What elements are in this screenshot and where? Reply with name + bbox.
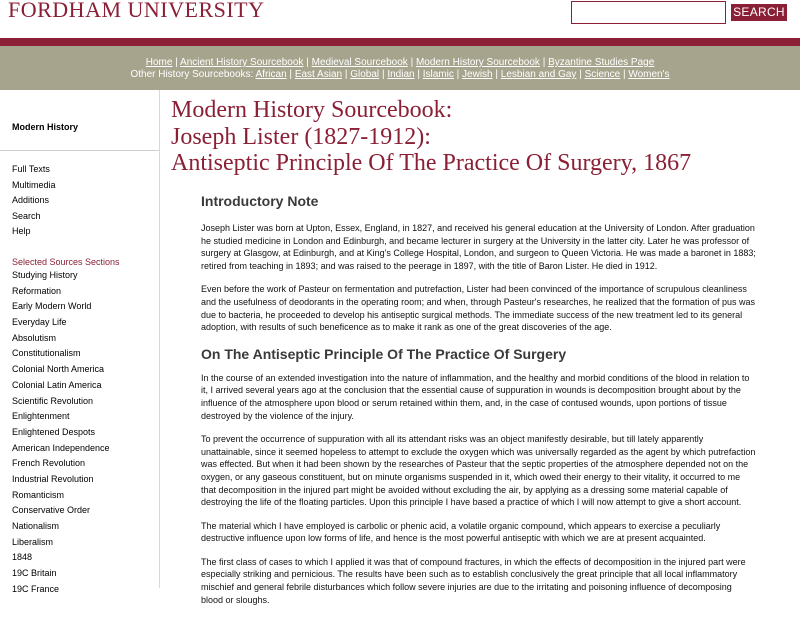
sidebar-item-everyday-life[interactable]: Everyday Life <box>12 317 67 328</box>
sidebar-item-1848[interactable]: 1848 <box>12 552 33 563</box>
nav-separator: | <box>381 69 388 80</box>
main-content <box>160 90 800 605</box>
sidebar-item-industrial-revolution[interactable]: Industrial Revolution <box>12 473 94 484</box>
selected-sources-title: Selected Sources Sections <box>12 257 120 267</box>
article-body <box>201 192 756 617</box>
sidebar-item-reformation[interactable]: Reformation <box>12 285 62 296</box>
sidebar-link-help[interactable]: Help <box>12 226 31 236</box>
page-title <box>171 97 691 177</box>
sidebar-item-enlightenment[interactable]: Enlightenment <box>12 411 70 422</box>
nav-separator: | <box>175 57 181 68</box>
nav-link-home[interactable]: Home <box>145 57 173 68</box>
page-title-line: Joseph Lister (1827-1912): <box>171 123 431 150</box>
nav-other-label: Other History Sourcebooks: <box>130 69 254 80</box>
nav-separator: | <box>622 69 629 80</box>
nav-separator: | <box>417 69 423 80</box>
nav-separator: | <box>289 69 295 80</box>
nav-link-global[interactable]: Global <box>350 69 380 80</box>
page-title-line: Modern History Sourcebook: <box>171 97 453 123</box>
sidebar-item-colonial-north-america[interactable]: Colonial North America <box>12 364 105 375</box>
nav-separator: | <box>579 69 585 80</box>
nav-separator: | <box>456 69 463 80</box>
section-heading: On The Antiseptic Principle Of The Practice Of Surgery <box>201 345 567 362</box>
body-paragraph: In the course of an extended investigation into the nature of inflammation, and the healthy and morbid conditions of the blood in relation to it, I arrived several years ago at the conclusion that the essential cause of suppuration in wounds is decomposition brought about by the influence of the atmosphere upon blood or serum retained within them, and, in the case of contused wounds, upon portions of tissue destroyed by the violence of the injury. <box>201 372 750 421</box>
sidebar-link-search[interactable]: Search <box>12 210 41 221</box>
intro-heading: Introductory Note <box>201 193 319 209</box>
sidebar-item-early-modern-world[interactable]: Early Modern World <box>12 301 92 312</box>
sidebar-item-studying-history[interactable]: Studying History <box>12 270 78 280</box>
nav-link-indian[interactable]: Indian <box>387 69 415 80</box>
body-paragraph: To prevent the occurrence of suppuration with all its attendant risks was an object manifestly desirable, but till lately apparently unattainable, since it seemed hopeless to attempt to exclude the oxygen which was universally regarded as the agent by which putrefaction was effected. But when it had been shown by the researches of Pasteur that the septic properties of the atmosphere depended not on the oxygen, or any gaseous constituent, but on minute organisms suspended in it, which owed their energy to their vitality, it occurred to me that decomposition in the injured part might be avoided without excluding the air, by applying as a dressing some material capable of destroying the life of the floating particles. Upon this principle I have based a practice of which I will now attempt to give a short account. <box>201 434 756 508</box>
nav-link-jewish[interactable]: Jewish <box>462 69 493 80</box>
nav-separator: | <box>410 57 416 68</box>
intro-paragraph: Joseph Lister was born at Upton, Essex, England, in 1827, and received his general education at the University of London. After graduation he studied medicine in London and Edinburgh, and became lecturer in surgery at the University in the latter city. Later he was professor of surgery at Glasgow, at Edinburgh, and at King's College Hospital, London, and surgeon to Queen Victoria. He was made a baronet in 1883; retired from teaching in 1893; and was raised to the peerage in 1897, with the title of Baron Lister. He died in 1912. <box>201 223 756 271</box>
sidebar-item-constitutionalism[interactable]: Constitutionalism <box>12 348 81 359</box>
sidebar-item-conservative-order[interactable]: Conservative Order <box>12 505 91 516</box>
sidebar-item-romanticism[interactable]: Romanticism <box>12 489 65 500</box>
nav-row-primary <box>0 57 800 69</box>
nav-separator: | <box>542 57 549 68</box>
nav-link-ancient[interactable]: Ancient History Sourcebook <box>180 57 304 68</box>
sidebar-item-nationalism[interactable]: Nationalism <box>12 521 60 531</box>
page-title-line: Antiseptic Principle Of The Practice Of Surgery, 1867 <box>171 150 692 176</box>
sidebar-links <box>12 162 56 240</box>
search-input[interactable] <box>571 1 726 24</box>
body-paragraph: The first class of cases to which I applied it was that of compound fractures, in which the effects of decomposition in the injured part were especially striking and pernicious. The results have been such as to establish conclusively the great principle that all local inflammatory mischief and general febrile disturbances which follow severe injuries are due to the irritating and poisoning influence of decomposing blood or sloughs. <box>201 556 746 605</box>
sidebar-link-additions[interactable]: Additions <box>12 195 50 205</box>
nav-link-lesbian-gay[interactable]: Lesbian and Gay <box>500 69 577 80</box>
sidebar-item-french-revolution[interactable]: French Revolution <box>12 458 86 469</box>
nav-row-other <box>0 69 800 81</box>
intro-paragraph: Even before the work of Pasteur on fermentation and putrefaction, Lister had been convinced of the importance of scrupulous cleanliness and the usefulness of deodorants in the operating room; and when, through Pasteur's researches, he realized that the formation of pus was due to bacteria, he proceeded to develop his antiseptic surgical methods. The immediate success of the new treatment led to its general adoption, with results of such beneficence as to make it rank as one of the great discoveries of the age. <box>201 284 756 333</box>
body-paragraph: The material which I have employed is carbolic or phenic acid, a volatile organic compound, which appears to exercise a peculiarly destructive influence upon low forms of life, and hence is the most powerful antiseptic with which we are at present acquainted. <box>201 520 721 544</box>
nav-link-modern[interactable]: Modern History Sourcebook <box>415 57 540 68</box>
nav-link-african[interactable]: African <box>255 69 287 80</box>
nav-link-islamic[interactable]: Islamic <box>422 69 454 80</box>
sidebar-item-19c-britain[interactable]: 19C Britain <box>12 568 57 579</box>
header-divider <box>0 38 800 46</box>
sidebar-link-multimedia[interactable]: Multimedia <box>12 179 56 190</box>
sidebar-item-enlightened-despots[interactable]: Enlightened Despots <box>12 426 96 437</box>
nav-separator: | <box>344 69 351 80</box>
sidebar-item-colonial-latin-america[interactable]: Colonial Latin America <box>12 379 102 390</box>
sidebar-item-liberalism[interactable]: Liberalism <box>12 536 54 547</box>
sidebar-item-scientific-revolution[interactable]: Scientific Revolution <box>12 395 94 406</box>
selected-sources-list <box>12 268 110 597</box>
sidebar-link-full-texts[interactable]: Full Texts <box>12 164 50 174</box>
site-logo[interactable]: FORDHAM UNIVERSITY <box>8 0 265 22</box>
nav-link-womens[interactable]: Women's <box>628 69 670 80</box>
sidebar-section-title[interactable]: Modern History <box>12 122 79 132</box>
sidebar-item-19c-france[interactable]: 19C France <box>12 583 60 594</box>
nav-link-byzantine[interactable]: Byzantine Studies Page <box>548 57 655 68</box>
nav-link-medieval[interactable]: Medieval Sourcebook <box>311 57 408 68</box>
sidebar <box>0 90 160 594</box>
sidebar-item-american-independence[interactable]: American Independence <box>12 442 110 453</box>
sidebar-divider <box>0 150 159 151</box>
nav-separator: | <box>306 57 312 68</box>
search-button[interactable]: SEARCH <box>731 4 787 21</box>
sidebar-item-absolutism[interactable]: Absolutism <box>12 332 57 343</box>
nav-link-east-asian[interactable]: East Asian <box>294 69 343 80</box>
sourcebook-nav <box>0 46 800 90</box>
nav-link-science[interactable]: Science <box>584 69 621 80</box>
site-header <box>0 0 800 38</box>
nav-separator: | <box>495 69 501 80</box>
